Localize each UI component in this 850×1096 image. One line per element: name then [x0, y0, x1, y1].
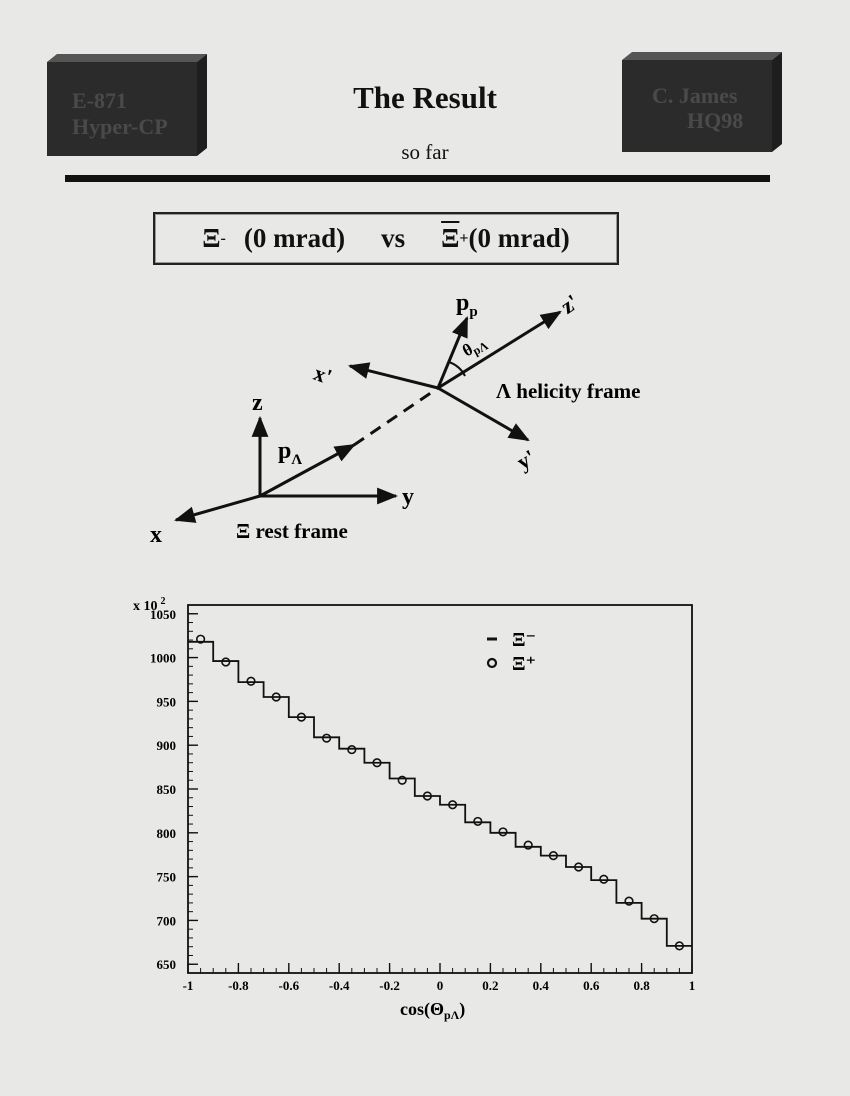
axis-xp-label: x' — [310, 360, 336, 390]
p-lambda-label — [278, 438, 302, 468]
cos-theta-histogram-chart — [0, 580, 850, 1030]
experiment-label-line-1: E-871 — [72, 88, 127, 113]
p-lambda-arrow — [260, 445, 354, 496]
axis-zp-arrow — [438, 312, 560, 388]
y-tick-label: 1050 — [150, 606, 176, 622]
xi-minus-charge: - — [220, 229, 226, 247]
axis-x-label: x — [150, 522, 162, 548]
y-scale-exponent: 2 — [160, 596, 166, 607]
p-lambda-main: p — [278, 438, 292, 464]
x-tick-label: 1 — [688, 978, 696, 993]
x-axis-label-close: ) — [459, 999, 466, 1019]
y-tick-label: 850 — [156, 782, 176, 797]
axis-zp-label: z' — [555, 289, 584, 319]
flight-path-dashed — [354, 388, 438, 445]
page-subtitle: so far — [401, 140, 449, 164]
xi-plus-point — [625, 897, 633, 905]
x-tick-label: 0.2 — [482, 978, 499, 993]
y-tick-label: 1000 — [150, 650, 176, 666]
y-tick-label: 900 — [156, 738, 176, 754]
x-tick-label: -0.8 — [228, 978, 249, 993]
axis-z-label: z — [252, 390, 263, 416]
x-tick-label: 0.4 — [532, 978, 549, 993]
frames-diagram — [0, 280, 850, 550]
y-tick-label: 700 — [156, 913, 176, 929]
legend-xi-plus-label: Ξ⁺ — [512, 653, 537, 675]
y-tick-label: 650 — [156, 957, 176, 973]
xi-plus-point — [524, 841, 532, 849]
axis-yp-label: y' — [512, 444, 540, 475]
x-axis-label — [400, 999, 465, 1022]
proton-label — [456, 290, 478, 320]
x-tick-label: -1 — [182, 978, 194, 993]
y-tick-label: 800 — [156, 825, 176, 841]
anti-xi-symbol: $\overline{\Xi}$ — [441, 223, 460, 253]
theta-sub: pΛ — [470, 338, 491, 359]
x-axis-label-main: cos(Θ — [400, 999, 444, 1019]
axis-x-arrow — [176, 496, 260, 520]
vs-label: vs — [381, 223, 406, 253]
theta-main: θ — [459, 339, 476, 361]
anti-xi-charge: + — [459, 229, 469, 247]
xi-plus-point — [398, 776, 406, 784]
y-tick-label: 950 — [156, 694, 176, 710]
x-tick-label: -0.2 — [379, 978, 400, 993]
x-tick-label: -0.6 — [278, 978, 300, 993]
legend-xi-minus-label: Ξ⁻ — [512, 629, 537, 651]
proton-main: p — [456, 290, 470, 316]
plot-frame — [188, 605, 692, 973]
helicity-frame-label: Λ helicity frame — [496, 379, 641, 403]
author-label-line-1: C. James — [652, 83, 738, 108]
x-tick-label: 0.8 — [633, 978, 650, 993]
xi-minus-histogram-line — [188, 642, 692, 946]
x-tick-label: 0 — [436, 978, 444, 993]
x-tick-label: -0.4 — [328, 978, 350, 993]
legend-xi-plus-marker — [488, 659, 496, 667]
page-title: The Result — [353, 80, 497, 115]
experiment-label-line-2: Hyper-CP — [72, 114, 168, 139]
xi-minus-angle: (0 mrad) — [243, 223, 346, 253]
proton-sub: p — [469, 304, 478, 320]
axis-xp-arrow — [350, 366, 438, 388]
p-lambda-sub: Λ — [291, 452, 303, 468]
xi-minus-symbol: Ξ — [202, 223, 221, 253]
comparison-box — [153, 212, 619, 265]
anti-xi-angle: (0 mrad) — [468, 223, 570, 253]
rest-frame-label: Ξ rest frame — [236, 519, 348, 543]
x-axis-label-sub: pΛ — [444, 1008, 460, 1022]
y-scale-base: x 10 — [133, 599, 158, 614]
x-tick-label: 0.6 — [583, 978, 600, 993]
author-label-line-2: HQ98 — [687, 108, 744, 133]
y-tick-label: 750 — [156, 869, 176, 885]
header-divider — [65, 175, 770, 182]
axis-y-label: y — [402, 484, 414, 510]
